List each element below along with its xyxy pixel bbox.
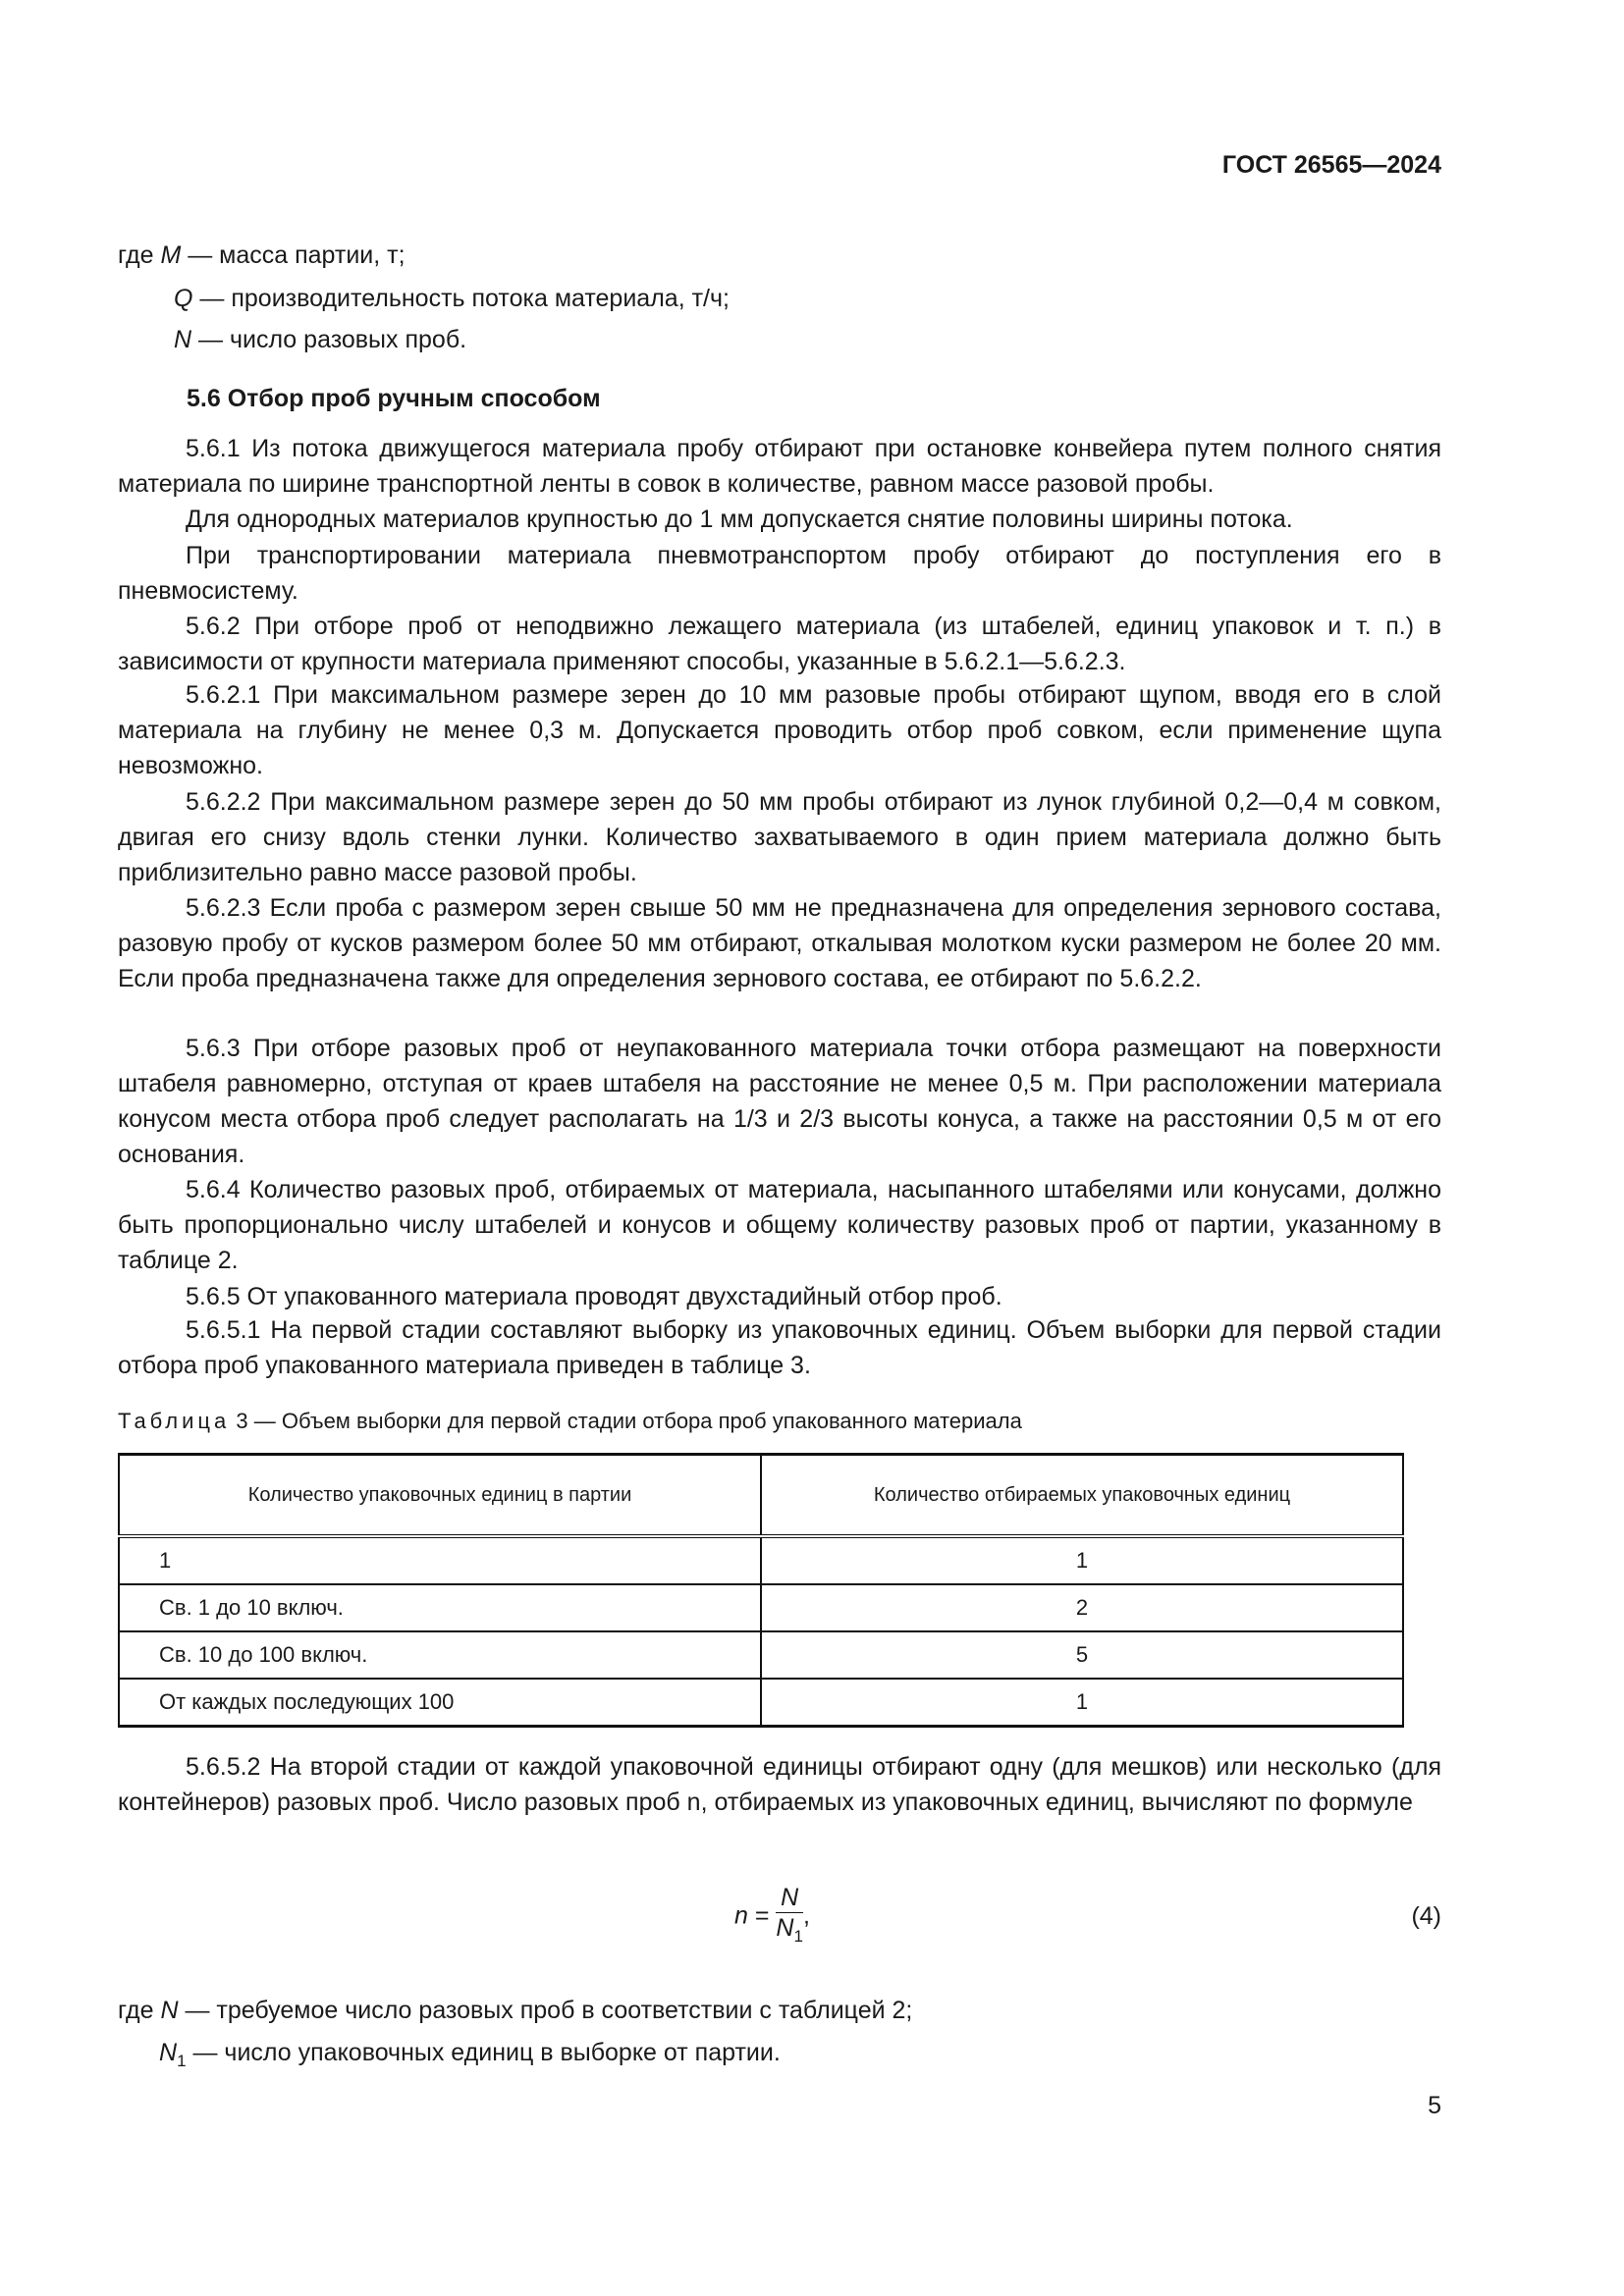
table-cell: 5 xyxy=(761,1631,1403,1679)
paragraph: 5.6.5.1 На первой стадии составляют выборку из упаковочных единиц. Объем выборки для первой стадии отбора проб упакованного материала приведен в таблице 3. xyxy=(118,1316,1441,1379)
table-cell: 1 xyxy=(761,1536,1403,1584)
where-m: где M — масса партии, т; xyxy=(118,241,406,269)
paragraph: 5.6.2.1 При максимальном размере зерен до 10 мм разовые пробы отбирают щупом, вводя его в слой материала на глубину не менее 0,3 м. Допускается проводить отбор проб совком, если применение щупа невозможно. xyxy=(118,681,1441,779)
table-cell: 2 xyxy=(761,1584,1403,1631)
fraction: $\frac{N}{N_1}$ xyxy=(776,1884,803,1946)
table-caption: Таблица 3 — Объем выборки для первой стадии отбора проб упакованного материала xyxy=(118,1409,1022,1433)
paragraph: 5.6.1 Из потока движущегося материала пробу отбирают при остановке конвейера путем полного снятия материала по ширине транспортной ленты в совок в количестве, равном массе разовой пробы. xyxy=(118,435,1441,498)
formula: n = $\frac{N}{N_1}$ , xyxy=(734,1883,810,1951)
table-row xyxy=(119,1536,1403,1584)
where-q: Q — производительность потока материала, т/ч; xyxy=(174,285,730,312)
paragraph: 5.6.2.2 При максимальном размере зерен до 50 мм пробы отбирают из лунок глубиной 0,2—0,4 м совком, двигая его снизу вдоль стенки лунки. Количество захватываемого в один прием материала должно быть приблизительно равно массе разовой пробы. xyxy=(118,788,1441,886)
column-header: Количество отбираемых упаковочных единиц xyxy=(761,1455,1403,1537)
table-cell: Св. 10 до 100 включ. xyxy=(119,1631,761,1679)
table-cell: 1 xyxy=(761,1679,1403,1727)
document-header: ГОСТ 26565—2024 xyxy=(1221,151,1441,179)
where-n: N — число разовых проб. xyxy=(174,326,467,353)
sample-size-table xyxy=(118,1453,1404,1728)
paragraph: 5.6.2 При отборе проб от неподвижно лежащего материала (из штабелей, единиц упаковок и т. п.) в зависимости от крупности материала применяют способы, указанные в 5.6.2.1—5.6.2.3. xyxy=(118,613,1441,675)
paragraph: 5.6.5.2 На второй стадии от каждой упаковочной единицы отбирают одну (для мешков) или несколько (для контейнеров) разовых проб. Число разовых проб n, отбираемых из упаковочных единиц, вычисляют по формуле xyxy=(118,1753,1441,1816)
column-header: Количество упаковочных единиц в партии xyxy=(119,1455,761,1537)
paragraph: Для однородных материалов крупностью до 1 мм допускается снятие половины ширины потока. xyxy=(186,506,1293,533)
table-cell: 1 xyxy=(119,1536,761,1584)
section-heading: 5.6 Отбор проб ручным способом xyxy=(187,385,601,412)
paragraph: 5.6.3 При отборе разовых проб от неупакованного материала точки отбора размещают на поверхности штабеля равномерно, отступая от краев штабеля на расстояние не менее 0,5 м. При расположении материала конусом места отбора проб следует располагать на 1/3 и 2/3 высоты конуса, а также на расстоянии 0,5 м от его основания. xyxy=(118,1035,1441,1168)
table-cell: Св. 1 до 10 включ. xyxy=(119,1584,761,1631)
where-n-required: где N — требуемое число разовых проб в соответствии с таблицей 2; xyxy=(118,1997,913,2024)
table-row xyxy=(119,1679,1403,1727)
page-number: 5 xyxy=(1428,2092,1441,2119)
paragraph: При транспортировании материала пневмотранспортом пробу отбирают до поступления его в пневмосистему. xyxy=(118,542,1441,605)
where-n1: $N_1$ — число упаковочных единиц в выборке от партии. xyxy=(159,2039,781,2070)
formula-number: (4) xyxy=(1411,1902,1441,1930)
table-header-row xyxy=(119,1455,1403,1537)
table-cell: От каждых последующих 100 xyxy=(119,1679,761,1727)
table-row xyxy=(119,1631,1403,1679)
paragraph: 5.6.4 Количество разовых проб, отбираемых от материала, насыпанного штабелями или конусами, должно быть пропорционально числу штабелей и конусов и общему количеству разовых проб от партии, указанному в таблице 2. xyxy=(118,1176,1441,1274)
table-row xyxy=(119,1584,1403,1631)
paragraph: 5.6.5 От упакованного материала проводят двухстадийный отбор проб. xyxy=(186,1283,1002,1310)
paragraph: 5.6.2.3 Если проба с размером зерен свыше 50 мм не предназначена для определения зернового состава, разовую пробу от кусков размером более 50 мм отбирают, откалывая молотком куски размером не более 20 мм. Если проба предназначена также для определения зернового состава, ее отбирают по 5.6.2.2. xyxy=(118,894,1441,992)
